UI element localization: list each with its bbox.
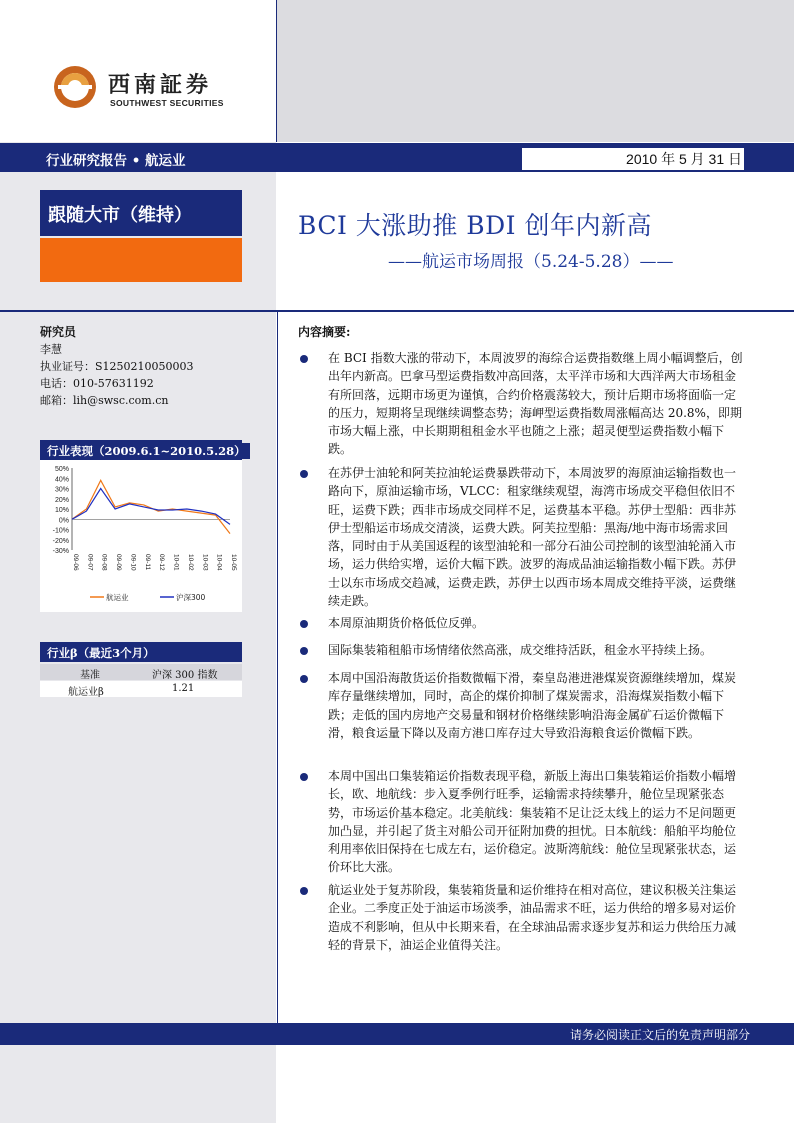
summary-item: 国际集装箱租船市场情绪依然高涨，成交维持活跃，租金水平持续上扬。: [328, 643, 713, 657]
y-tick-label: -30%: [52, 548, 69, 555]
bullet-icon: [300, 647, 308, 655]
analyst-section-title: 研究员: [40, 325, 77, 339]
x-tick-label: 10-05: [230, 554, 237, 571]
summary-item: 本周原油期货价格低位反弹。: [328, 616, 485, 630]
x-tick-label: 10-03: [201, 554, 209, 571]
beta-table-header: [40, 664, 242, 680]
x-tick-label: 09-11: [143, 554, 151, 571]
bullet-icon: [300, 470, 308, 478]
x-tick-label: 09-08: [100, 554, 108, 571]
x-tick-label: 09-09: [115, 554, 123, 571]
report-title: BCI 大涨助推 BDI 创年内新高: [298, 211, 652, 240]
summary-item: 本周中国出口集装箱运价指数表现平稳，新版上海出口集装箱运价指数小幅增长，欧、地航线：步入夏季例行旺季，运输需求持续攀升，舱位呈现紧张态势，市场运价基本稳定。北美航线：集装箱不足让泛太线上的运力不足问题更加凸显，并引起了货主对船公司开征附加费的担忧。日本航线：船舶平均舱位利用率依旧保持在七成左右，运价稳定。波斯湾航线：舱位呈现紧张状态，运价环比大涨。: [328, 769, 737, 875]
performance-title: 行业表现（2009.6.1~2010.5.28）: [47, 443, 250, 459]
bullet-icon: [300, 773, 308, 781]
performance-chart-panel: [40, 460, 242, 612]
bullet-icon: [300, 675, 308, 683]
y-tick-label: 20%: [54, 496, 69, 504]
summary-item: 在苏伊士油轮和阿芙拉油轮运费暴跌带动下，本周波罗的海原油运输指数也一路向下，原油运输市场，VLCC：租家继续观望，海湾市场成交平稳但依旧不旺，运费下跌；西非市场成交同样不足，运费基本平稳。苏伊士型船：西非苏伊士型船运市场成交清淡，运费大跌。阿芙拉型船：黑海/地中海市场需求回落，同时由于从美国返程的该型油轮和一部分石油公司控制的该型油轮涌入市场，运力供给实增，运价大幅下跌。波罗的海成品油运输指数小幅下跌。苏伊士以东市场成交趋减，运费走跌，苏伊士以西市场本周成交维持平淡，运费继续走跌。: [328, 466, 737, 609]
beta-row-label: 航运业β: [68, 687, 104, 698]
analyst-phone: 电话：010-57631192: [40, 377, 154, 390]
y-tick-label: -10%: [52, 527, 69, 535]
x-tick-label: 10-04: [215, 554, 223, 571]
x-tick-label: 10-01: [172, 554, 180, 571]
analyst-email: 邮箱：lih@swsc.com.cn: [40, 394, 169, 407]
y-tick-label: -20%: [52, 537, 69, 545]
beta-title: 行业β（最近3个月）: [47, 646, 155, 660]
divider: [276, 0, 277, 142]
y-tick-label: 50%: [54, 466, 69, 473]
series-line-shipping: [72, 480, 230, 533]
divider: [0, 310, 794, 312]
rating-accent-box: [40, 238, 242, 282]
analyst-name: 李慧: [40, 343, 62, 356]
performance-chart: [40, 460, 242, 612]
y-tick-label: 10%: [54, 507, 69, 514]
y-tick-label: 30%: [54, 486, 69, 494]
bullet-icon: [300, 355, 308, 363]
x-tick-label: 09-12: [158, 554, 166, 571]
summary-title: 内容摘要:: [298, 325, 351, 339]
y-tick-label: 40%: [54, 476, 69, 484]
beta-row-value: 1.21: [172, 683, 195, 694]
report-subtitle: ——航运市场周报（5.24-5.28）——: [388, 252, 674, 272]
header-right-panel: [277, 0, 794, 142]
bullet-icon: [300, 620, 308, 628]
company-name-cn: 西南証券: [108, 72, 213, 98]
y-tick-label: 0%: [58, 517, 69, 525]
beta-header-benchmark: 基准: [80, 670, 100, 681]
x-tick-label: 10-02: [186, 554, 194, 571]
x-tick-label: 09-07: [86, 554, 94, 571]
rating-text: 跟随大市（维持）: [48, 205, 192, 226]
report-date: 2010 年 5 月 31 日: [522, 148, 744, 170]
bullet-icon: [300, 887, 308, 895]
legend-label: 沪深300: [176, 593, 206, 602]
x-tick-label: 09-10: [129, 554, 137, 571]
divider: [277, 310, 278, 1023]
summary-item: 航运业处于复苏阶段，集装箱货量和运价维持在相对高位，建议积极关注集运企业。二季度正处于油运市场淡季，油品需求不旺，运力供给的增多易对运价造成不利影响，但从中长期来看，在全球油品需求逐步复苏和运力供给压力减轻的背景下，油运企业值得关注。: [328, 883, 737, 952]
beta-table-row: [40, 681, 242, 697]
x-tick-label: 09-06: [72, 554, 79, 571]
summary-item: 在 BCI 指数大涨的带动下，本周波罗的海综合运费指数继上周小幅调整后，创出年内新高。巴拿马型运费指数冲高回落，太平洋市场和大西洋两大市场租金有所回落，远期市场更为谨慎，合约价格震荡较大，预计后期市场将面临一定的压力，短期将呈现继续调整态势；海岬型运费指数周涨幅高达 20.8%，即期市场大幅上涨，中长期期租租金水平也随之上涨；超灵便型运费指数小幅下跌。: [328, 351, 743, 457]
company-name-en: SOUTHWEST SECURITIES: [110, 98, 224, 108]
logo-icon: [52, 64, 98, 110]
beta-header-index: 沪深 300 指数: [152, 670, 218, 681]
summary-item: 本周中国沿海散货运价指数微幅下滑，秦皇岛港进港煤炭资源继续增加，煤炭库存量继续增加，同时，高企的煤价抑制了煤炭需求，沿海煤炭指数小幅下跌；走低的国内房地产交易量和钢材价格继续影响沿海金属矿石运价微幅下滑，粮食运量下降以及南方港口库存过大导致沿海粮食运价微幅下跌。: [328, 671, 737, 740]
footer-disclaimer: 请务必阅读正文后的免责声明部分: [569, 1028, 750, 1042]
analyst-license: 执业证号：S1250210050003: [40, 360, 194, 373]
report-category: 行业研究报告 • 航运业: [46, 153, 186, 169]
legend-label: 航运业: [106, 593, 129, 602]
